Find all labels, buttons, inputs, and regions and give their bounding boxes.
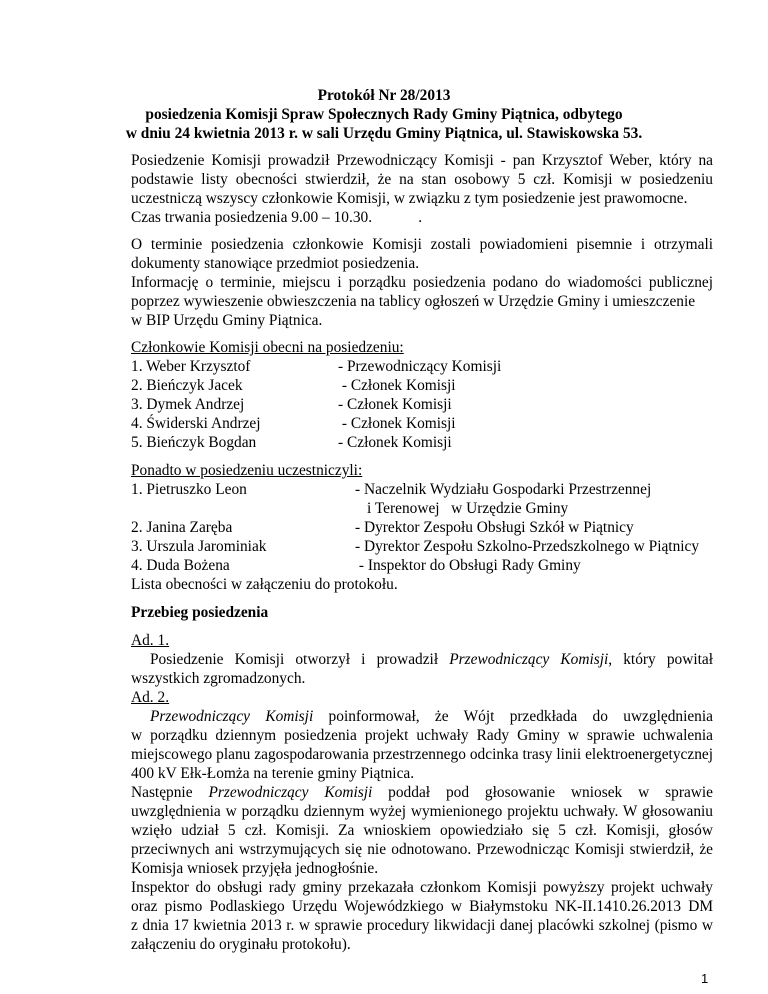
ad1-line-1 (150, 651, 713, 670)
ad1-label: Ad. 1. (131, 632, 170, 649)
notice-line-1: O terminie posiedzenia członkowie Komisji zostali powiadomieni pisemnie i otrzymali (131, 236, 713, 253)
guest-role-4: - Inspektor do Obsługi Rady Gminy (355, 557, 581, 574)
ad2-label: Ad. 2. (131, 689, 170, 706)
proceedings-heading: Przebieg posiedzenia (131, 604, 269, 621)
ad2-line-13: załączeniu do oryginału protokołu). (131, 936, 351, 953)
members-heading: Członkowie Komisji obecni na posiedzeniu: (131, 339, 404, 356)
ad2-line-6: uwzględnienia w porządku dziennym wyżej wymienionego projektu uchwały. W głosowaniu (131, 803, 713, 820)
ad1-line-1-end: , który powitał (608, 651, 713, 668)
guest-role-1: - Naczelnik Wydziału Gospodarki Przestrzennej (355, 481, 652, 498)
member-name-5: 5. Bieńczyk Bogdan (131, 434, 257, 451)
ad2-line-10: Inspektor do obsługi rady gminy przekazała członkom Komisji powyższy projekt uchwały (131, 879, 713, 896)
intro-line-4: Czas trwania posiedzenia 9.00 – 10.30. . (131, 209, 423, 226)
notice-line-5: w BIP Urzędu Gminy Piątnica. (131, 312, 323, 329)
member-role-2: - Członek Komisji (338, 377, 456, 394)
member-name-2: 2. Bieńczyk Jacek (131, 377, 243, 394)
title-line-2: posiedzenia Komisji Spraw Społecznych Rady Gminy Piątnica, odbytego (145, 106, 623, 123)
member-name-1: 1. Weber Krzysztof (131, 358, 251, 375)
guest-name-4: 4. Duda Bożena (131, 557, 230, 574)
ad1-line-2: wszystkich zgromadzonych. (131, 670, 306, 687)
guests-footer: Lista obecności w załączeniu do protokołu. (131, 576, 398, 593)
ad2-line-5 (131, 784, 713, 803)
title-line-1: Protokół Nr 28/2013 (317, 87, 451, 104)
ad1-line-1-emphasis: Przewodniczący Komisji (449, 651, 609, 668)
ad2-line-2: w porządku dziennym posiedzenia projekt uchwały Rady Gminy w sprawie uchwalenia (131, 727, 713, 744)
member-role-4: - Członek Komisji (338, 415, 456, 432)
guest-role-2: - Dyrektor Zespołu Obsługi Szkół w Piątnicy (355, 519, 634, 536)
ad2-line-9: Komisja wniosek przyjęła jednogłośnie. (131, 860, 379, 877)
guest-role-3: - Dyrektor Zespołu Szkolno-Przedszkolnego w Piątnicy (355, 538, 700, 555)
ad2-line-4: 400 kV Ełk-Łomża na terenie gminy Piątnica. (131, 765, 415, 782)
page-number: 1 (701, 971, 709, 986)
ad2-line-1 (150, 708, 713, 727)
notice-line-4: poprzez wywieszenie obwieszczenia na tablicy ogłoszeń w Urzędzie Gminy i umieszczenie (131, 293, 696, 310)
guest-name-2: 2. Janina Zaręba (131, 519, 233, 536)
ad2-line-3: miejscowego planu zagospodarowania przestrzennego odcinka trasy linii elektroenergetycznej (131, 746, 713, 763)
guest-name-1: 1. Pietruszko Leon (131, 481, 247, 498)
member-name-4: 4. Świderski Andrzej (131, 415, 261, 432)
notice-line-2: dokumenty stanowiące przedmiot posiedzenia. (131, 255, 420, 272)
title-line-3: w dniu 24 kwietnia 2013 r. w sali Urzędu Gminy Piątnica, ul. Stawiskowska 53. (125, 125, 643, 142)
ad2-line-5-text: Następnie (131, 784, 209, 801)
ad2-line-8: przeciwnych ani wstrzymujących się nie odnotowano. Przewodnicząc Komisji stwierdził, że (131, 841, 713, 858)
member-role-1: - Przewodniczący Komisji (338, 358, 502, 375)
ad2-line-12: z dnia 17 kwietnia 2013 r. w sprawie procedury likwidacji danej placówki szkolnej (pismo w (131, 917, 713, 934)
ad2-line-1-emphasis: Przewodniczący Komisji (150, 708, 314, 725)
member-name-3: 3. Dymek Andrzej (131, 396, 245, 413)
intro-line-1: Posiedzenie Komisji prowadził Przewodniczący Komisji - pan Krzysztof Weber, który na (131, 152, 713, 169)
ad2-line-5-end: poddał pod głosowanie wniosek w sprawie (372, 784, 714, 801)
guests-heading: Ponadto w posiedzeniu uczestniczyli: (131, 462, 363, 479)
intro-line-2: podstawie listy obecności stwierdził, że na stan osobowy 5 czł. Komisji w posiedzeniu (131, 171, 713, 188)
guest-role-1-cont: i Terenowej w Urzędzie Gminy (367, 500, 569, 517)
ad2-line-1-text: poinformował, że Wójt przedkłada do uwzględnienia (313, 708, 713, 725)
guest-name-3: 3. Urszula Jarominiak (131, 538, 267, 555)
member-role-5: - Członek Komisji (338, 434, 452, 451)
ad2-line-5-emphasis: Przewodniczący Komisji (208, 784, 373, 801)
intro-line-3: uczestniczą wszyscy członkowie Komisji, w związku z tym posiedzenie jest prawomocne. (131, 190, 688, 207)
ad1-line-1-text: Posiedzenie Komisji otworzył i prowadził (150, 651, 450, 668)
member-role-3: - Członek Komisji (338, 396, 452, 413)
ad2-line-7: wzięło udział 5 czł. Komisji. Za wnioskiem opowiedziało się 5 czł. Komisji, głosów (131, 822, 713, 839)
ad2-line-11: oraz pismo Podlaskiego Urzędu Wojewódzkiego w Białymstoku NK-II.1410.26.2013 DM (131, 898, 713, 915)
notice-line-3: Informację o terminie, miejscu i porządku posiedzenia podano do wiadomości publicznej (131, 274, 713, 291)
